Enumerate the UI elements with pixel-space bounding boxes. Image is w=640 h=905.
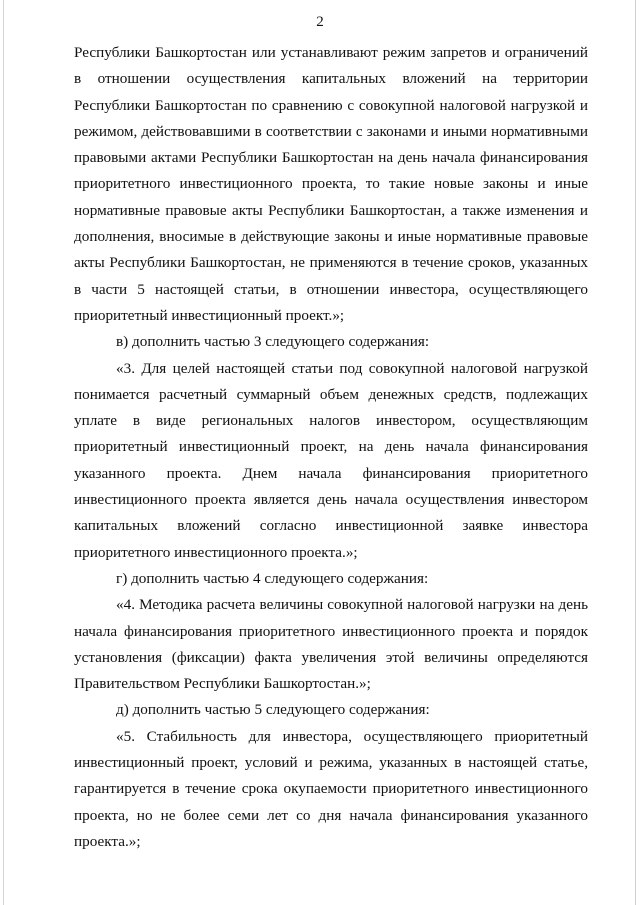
part-4-text: «4. Методика расчета величины совокупной налоговой нагрузки на день начала финансирования приоритетного инвестиционного проекта и порядок установления (фиксации) факта увеличения этой величины определяются Правительством Республики Башкортостан.»;	[74, 596, 588, 693]
page-number: 2	[316, 14, 324, 30]
document-body	[74, 40, 588, 855]
amendment-d-intro: д) дополнить частью 5 следующего содержания:	[116, 701, 430, 719]
scan-edge-right	[635, 0, 636, 905]
part-3-text: «3. Для целей настоящей статьи под совокупной налоговой нагрузкой понимается расчетный суммарный объем денежных средств, подлежащих уплате в виде региональных налогов инвестором, осуществляющим приоритетный инвестиционный проект, на день начала финансирования указанного проекта. Днем начала финансирования приоритетного инвестиционного проекта является день начала осуществления инвестором капитальных вложений согласно инвестиционной заявке инвестора приоритетного инвестиционного проекта.»;	[74, 359, 588, 561]
amendment-v-intro: в) дополнить частью 3 следующего содержания:	[116, 333, 430, 351]
part-5-text: «5. Стабильность для инвестора, осуществляющего приоритетный инвестиционный проект, условий и режима, указанных в настоящей статье, гарантируется в течение срока окупаемости приоритетного инвестиционного проекта, но не более семи лет со дня начала финансирования указанного проекта.»;	[74, 727, 588, 850]
scan-edge-left	[3, 0, 4, 905]
amendment-g-intro: г) дополнить частью 4 следующего содержания:	[116, 569, 429, 587]
paragraph-continuation: Республики Башкортостан или устанавливают режим запретов и ограничений в отношении осуществления капитальных вложений на территории Республики Башкортостан по сравнению с совокупной налоговой нагрузкой и режимом, действовавшими в соответствии с законами и иными нормативными правовыми актами Республики Башкортостан на день начала финансирования приоритетного инвестиционного проекта, то такие новые законы и иные нормативные правовые акты Республики Башкортостан, а также изменения и дополнения, вносимые в действующие законы и иные нормативные правовые акты Республики Башкортостан, не применяются в течение сроков, указанных в части 5 настоящей статьи, в отношении инвестора, осуществляющего приоритетный инвестиционный проект.»;	[74, 44, 588, 324]
